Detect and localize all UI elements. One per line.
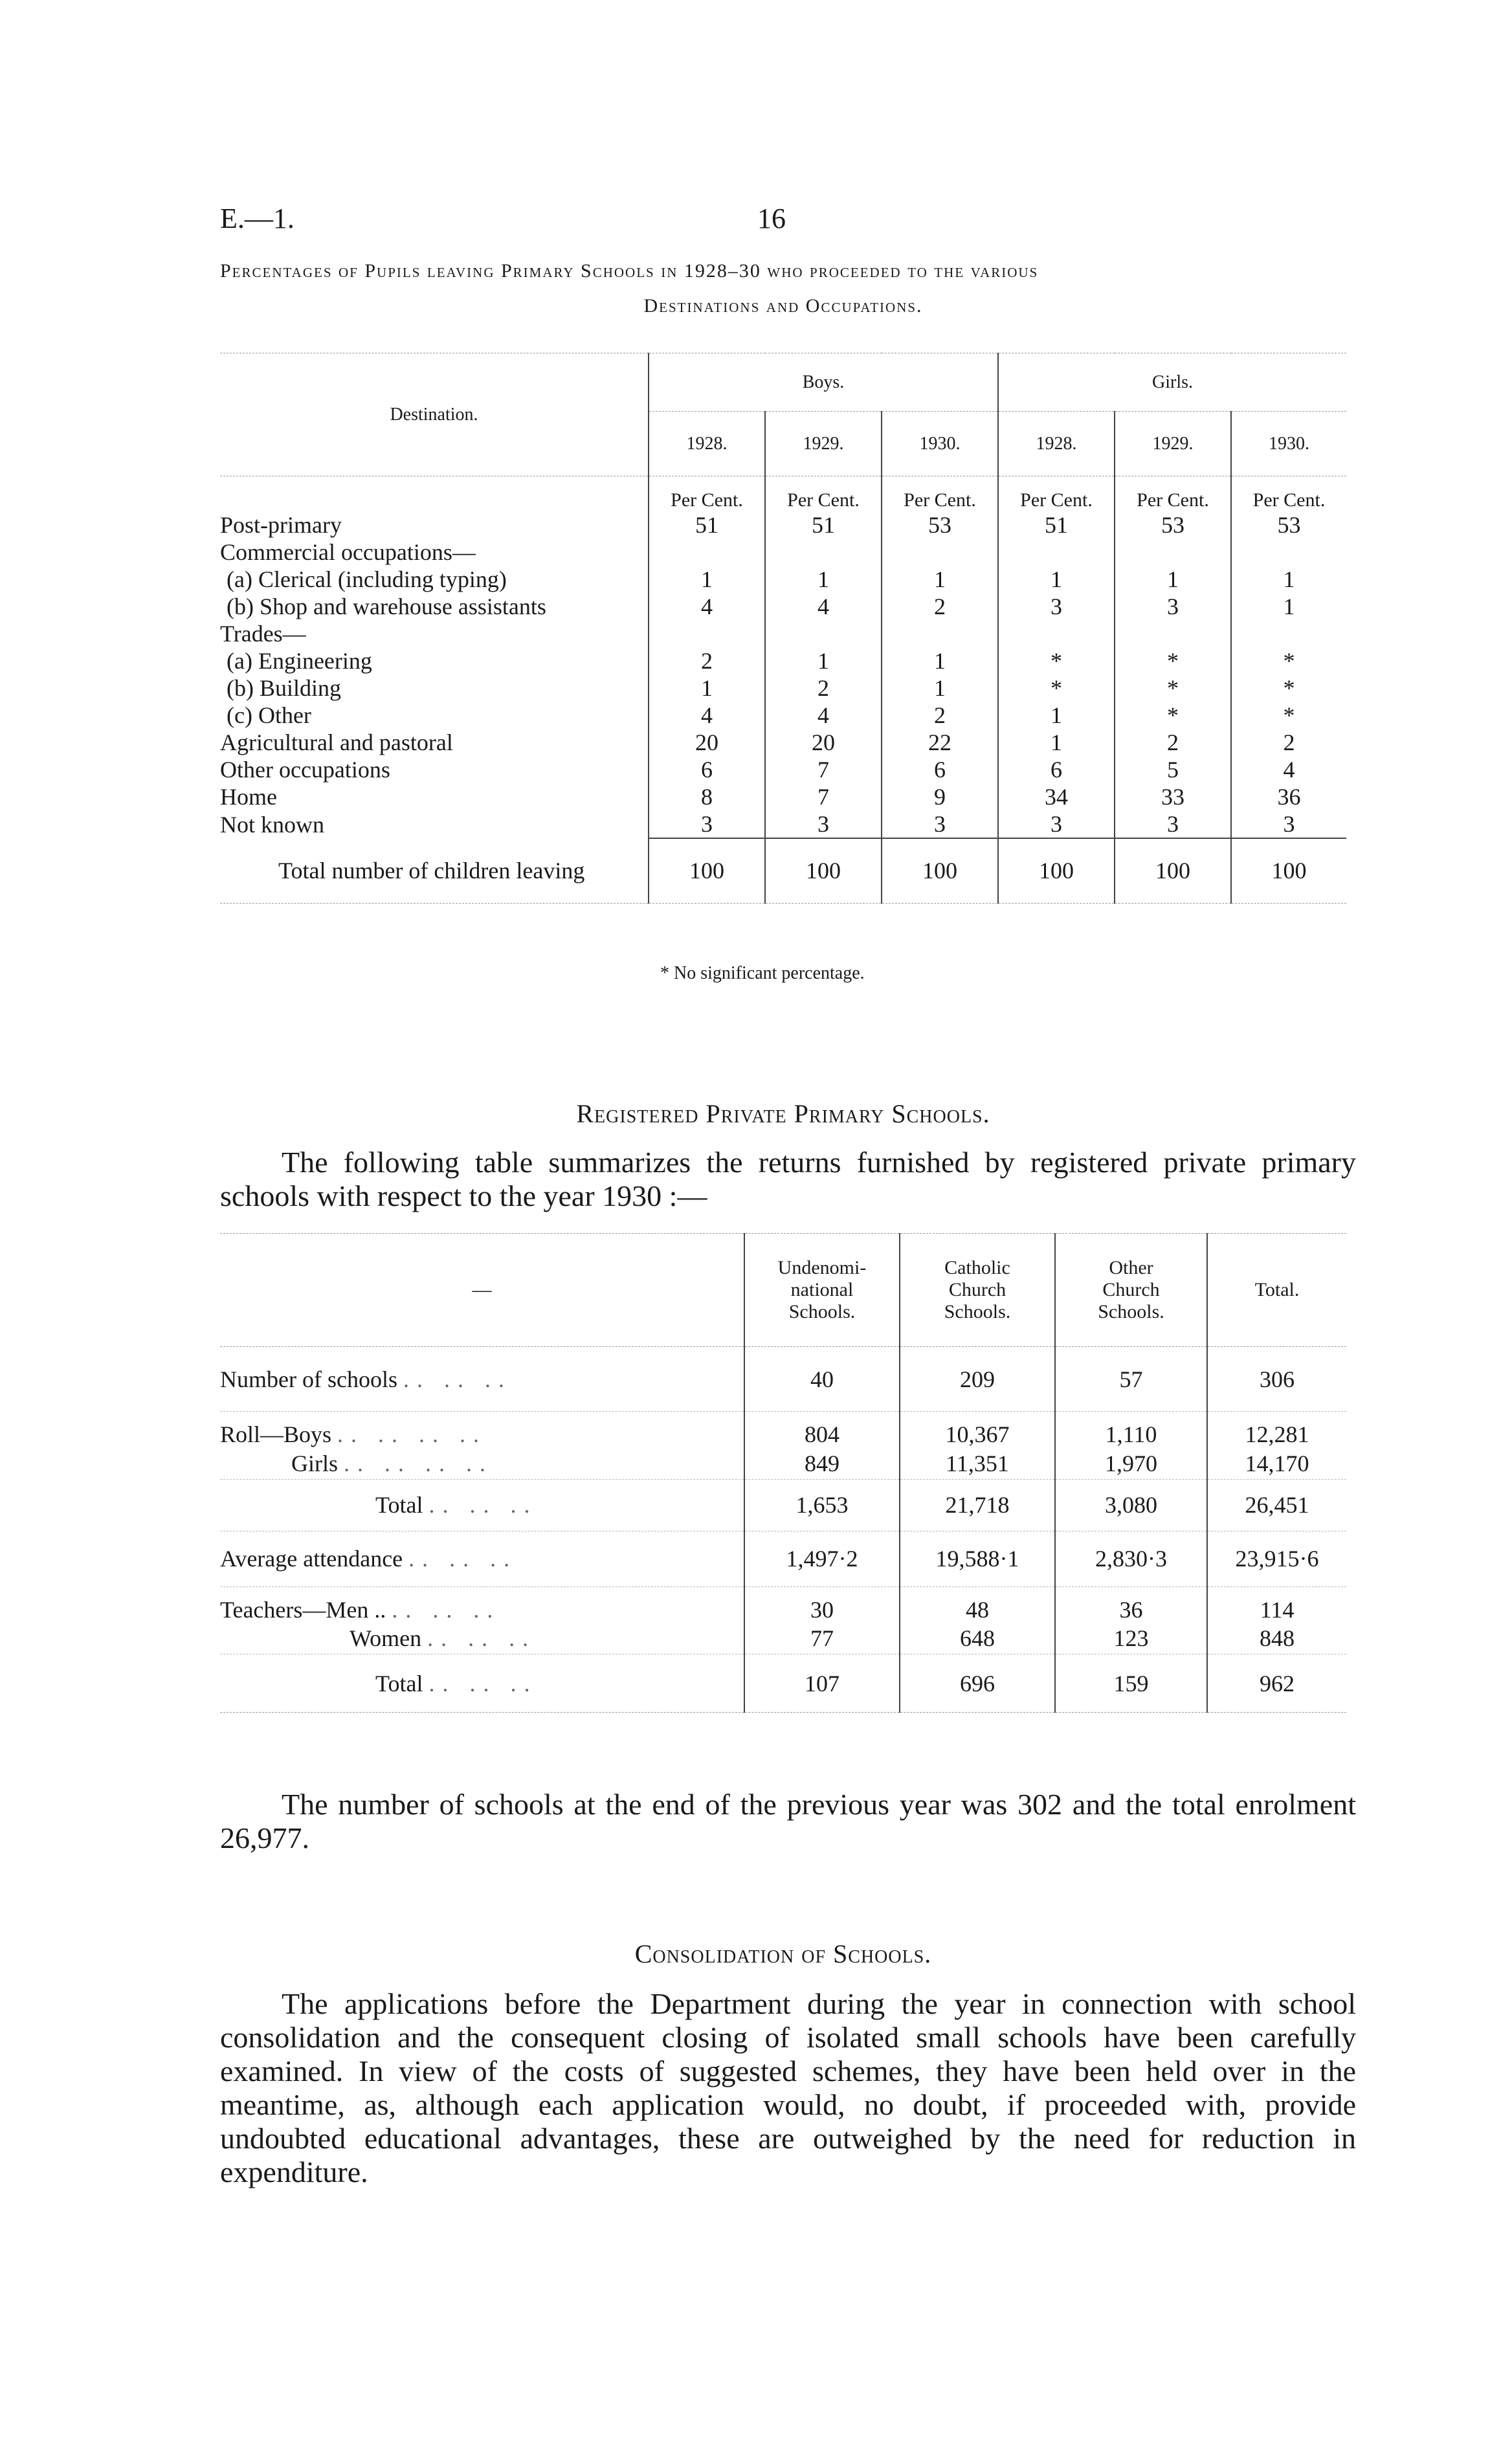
table-cell: 34 bbox=[998, 783, 1115, 810]
row-label: Roll—Boys .. .. .. .. bbox=[220, 1421, 487, 1447]
table-row bbox=[220, 647, 1346, 674]
table-row bbox=[220, 620, 1346, 647]
table-cell: 2 bbox=[1115, 729, 1231, 756]
table-cell: 1,497·2 bbox=[744, 1531, 900, 1586]
table-cell: 3 bbox=[649, 810, 765, 838]
total-label: Total number of children leaving bbox=[278, 857, 585, 884]
year-header: 1930. bbox=[882, 412, 998, 476]
row-label: Girls .. .. .. .. bbox=[291, 1450, 493, 1476]
table-cell: 40 bbox=[744, 1347, 900, 1412]
table-cell: 123 bbox=[1055, 1623, 1207, 1654]
table-cell: 7 bbox=[765, 783, 882, 810]
table-cell: 1 bbox=[1231, 566, 1346, 593]
table-cell: 33 bbox=[1115, 783, 1231, 810]
table-row bbox=[220, 1654, 1346, 1713]
table-cell: 26,451 bbox=[1207, 1479, 1346, 1531]
consolidation-paragraph: The applications before the Department during the year in connection with school consolidation and the consequent closing of isolated small schools have been carefully examined. In view of the costs of suggested schemes, they have been held over in the meantime, as, although each application would, no doubt, if proceeded with, provide undoubted educational advantages, these are outweighed by the need for reduction in expenditure. bbox=[220, 1987, 1356, 2188]
table-cell: 1 bbox=[649, 566, 765, 593]
table-cell: 1,970 bbox=[1055, 1448, 1207, 1479]
table-cell: 648 bbox=[900, 1623, 1055, 1654]
report-reference: E.—1. bbox=[220, 203, 295, 234]
total-cell: 100 bbox=[1115, 838, 1231, 903]
col-header-catholic: Catholic Church Schools. bbox=[900, 1234, 1055, 1347]
table-cell: 21,718 bbox=[900, 1479, 1055, 1531]
table-cell: * bbox=[1115, 702, 1231, 729]
table-cell: 51 bbox=[765, 511, 882, 539]
table-cell: 1 bbox=[1231, 593, 1346, 620]
destinations-table bbox=[220, 353, 1346, 904]
total-cell: 100 bbox=[882, 838, 998, 903]
table-row bbox=[220, 1412, 1346, 1449]
unit-label: Per Cent. bbox=[998, 476, 1115, 512]
row-label: Other occupations bbox=[220, 757, 390, 783]
table-cell: 1 bbox=[882, 647, 998, 674]
schools-count-paragraph: The number of schools at the end of the previous year was 302 and the total enrolment 26,977. bbox=[220, 1788, 1356, 1854]
registered-intro-paragraph: The following table summarizes the returns furnished by registered private primary schools with respect to the year 1930 :— bbox=[220, 1146, 1356, 1212]
total-row bbox=[220, 838, 1346, 903]
table-cell: * bbox=[1115, 647, 1231, 674]
table-cell: 5 bbox=[1115, 756, 1231, 783]
table-cell: 6 bbox=[649, 756, 765, 783]
table-row bbox=[220, 539, 1346, 566]
table-cell: 19,588·1 bbox=[900, 1531, 1055, 1586]
table-cell: 51 bbox=[998, 511, 1115, 539]
table-cell: * bbox=[1231, 647, 1346, 674]
table-cell: 20 bbox=[649, 729, 765, 756]
table-cell: 11,351 bbox=[900, 1448, 1055, 1479]
table-row bbox=[220, 729, 1346, 756]
table-cell: 36 bbox=[1055, 1586, 1207, 1623]
table-cell: 209 bbox=[900, 1347, 1055, 1412]
table-cell: * bbox=[1231, 702, 1346, 729]
table-cell: 2,830·3 bbox=[1055, 1531, 1207, 1586]
table-row bbox=[220, 1479, 1346, 1531]
table-cell: 4 bbox=[765, 702, 882, 729]
total-cell: 100 bbox=[1231, 838, 1346, 903]
row-label: Teachers—Men .. .. .. .. bbox=[220, 1596, 501, 1623]
table-row bbox=[220, 702, 1346, 729]
table-cell: 3 bbox=[998, 593, 1115, 620]
row-label: (b) Building bbox=[227, 675, 341, 701]
table-cell: 1 bbox=[882, 674, 998, 702]
table-cell: 1 bbox=[882, 566, 998, 593]
table-cell: * bbox=[1231, 674, 1346, 702]
table-cell: 3 bbox=[998, 810, 1115, 838]
table-row bbox=[220, 593, 1346, 620]
col-destination-header: Destination. bbox=[390, 404, 478, 425]
table-cell: 3 bbox=[882, 810, 998, 838]
year-header: 1929. bbox=[1115, 412, 1231, 476]
row-label: Total .. .. .. bbox=[375, 1670, 538, 1697]
table-cell: 1 bbox=[765, 566, 882, 593]
table-cell: 6 bbox=[882, 756, 998, 783]
table-cell: 3,080 bbox=[1055, 1479, 1207, 1531]
table-cell: 2 bbox=[765, 674, 882, 702]
table-cell: 3 bbox=[765, 810, 882, 838]
table1-footnote: * No significant percentage. bbox=[660, 963, 865, 983]
table-cell: 114 bbox=[1207, 1586, 1346, 1623]
table-cell: 53 bbox=[1115, 511, 1231, 539]
table-cell: 53 bbox=[882, 511, 998, 539]
table-row bbox=[220, 511, 1346, 539]
blank-header: — bbox=[472, 1279, 492, 1300]
table-cell: 77 bbox=[744, 1623, 900, 1654]
year-header: 1928. bbox=[649, 412, 765, 476]
table-cell: 10,367 bbox=[900, 1412, 1055, 1449]
table-cell: 2 bbox=[882, 702, 998, 729]
year-header: 1929. bbox=[765, 412, 882, 476]
row-label: Average attendance .. .. .. bbox=[220, 1546, 518, 1572]
table-row bbox=[220, 1347, 1346, 1412]
table-cell: 14,170 bbox=[1207, 1448, 1346, 1479]
table-cell: 51 bbox=[649, 511, 765, 539]
col-header-undenominational: Undenomi- national Schools. bbox=[744, 1234, 900, 1347]
table-cell: 7 bbox=[765, 756, 882, 783]
table-cell: 12,281 bbox=[1207, 1412, 1346, 1449]
table-row bbox=[220, 1448, 1346, 1479]
unit-label: Per Cent. bbox=[882, 476, 998, 512]
table-cell: 1 bbox=[649, 674, 765, 702]
table-row bbox=[220, 1623, 1346, 1654]
section-title-registered: Registered Private Primary Schools. bbox=[576, 1099, 990, 1128]
table-row bbox=[220, 674, 1346, 702]
table-cell: 2 bbox=[1231, 729, 1346, 756]
row-label: (c) Other bbox=[227, 702, 311, 728]
table-cell: 48 bbox=[900, 1586, 1055, 1623]
table-cell: 22 bbox=[882, 729, 998, 756]
row-label: (b) Shop and warehouse assistants bbox=[227, 594, 546, 619]
group-header-boys: Boys. bbox=[649, 353, 998, 412]
total-cell: 100 bbox=[765, 838, 882, 903]
table-cell: * bbox=[1115, 674, 1231, 702]
table-cell: 6 bbox=[998, 756, 1115, 783]
row-label: Women .. .. .. bbox=[350, 1625, 537, 1652]
section-title-consolidation: Consolidation of Schools. bbox=[634, 1939, 932, 1968]
col-header-other-church: Other Church Schools. bbox=[1055, 1234, 1207, 1347]
year-header: 1928. bbox=[998, 412, 1115, 476]
table-row bbox=[220, 810, 1346, 838]
table-cell: 804 bbox=[744, 1412, 900, 1449]
table-row bbox=[220, 566, 1346, 593]
row-label: Trades— bbox=[220, 621, 306, 647]
table-cell: 1 bbox=[998, 702, 1115, 729]
table-cell: 306 bbox=[1207, 1347, 1346, 1412]
year-header: 1930. bbox=[1231, 412, 1346, 476]
row-label: Post-primary bbox=[220, 512, 342, 538]
table-cell: 57 bbox=[1055, 1347, 1207, 1412]
table-cell: 159 bbox=[1055, 1654, 1207, 1713]
table-cell: 20 bbox=[765, 729, 882, 756]
table-row bbox=[220, 756, 1346, 783]
row-label: Number of schools .. .. .. bbox=[220, 1366, 512, 1392]
table-cell: * bbox=[998, 647, 1115, 674]
table-cell: 1,110 bbox=[1055, 1412, 1207, 1449]
table-cell: 107 bbox=[744, 1654, 900, 1713]
table-cell: 1 bbox=[765, 647, 882, 674]
table-cell: 36 bbox=[1231, 783, 1346, 810]
unit-label: Per Cent. bbox=[1231, 476, 1346, 512]
table-cell: 2 bbox=[649, 647, 765, 674]
table-cell: * bbox=[998, 674, 1115, 702]
table-cell: 23,915·6 bbox=[1207, 1531, 1346, 1586]
table-cell: 1 bbox=[998, 566, 1115, 593]
unit-label: Per Cent. bbox=[649, 476, 765, 512]
table-cell: 849 bbox=[744, 1448, 900, 1479]
table-cell: 962 bbox=[1207, 1654, 1346, 1713]
total-cell: 100 bbox=[998, 838, 1115, 903]
unit-label: Per Cent. bbox=[1115, 476, 1231, 512]
table-cell: 3 bbox=[1115, 810, 1231, 838]
table-cell: 8 bbox=[649, 783, 765, 810]
table-cell: 30 bbox=[744, 1586, 900, 1623]
table-cell: 53 bbox=[1231, 511, 1346, 539]
table-cell: 848 bbox=[1207, 1623, 1346, 1654]
table1-caption-line2: Destinations and Occupations. bbox=[643, 295, 923, 317]
table-cell: 4 bbox=[1231, 756, 1346, 783]
row-label: Home bbox=[220, 784, 277, 810]
table-cell: 4 bbox=[765, 593, 882, 620]
table-row bbox=[220, 1586, 1346, 1623]
table-cell: 3 bbox=[1231, 810, 1346, 838]
row-label: Not known bbox=[220, 811, 324, 838]
table-row bbox=[220, 783, 1346, 810]
col-header-total: Total. bbox=[1207, 1234, 1346, 1347]
total-cell: 100 bbox=[649, 838, 765, 903]
table-cell: 4 bbox=[649, 702, 765, 729]
table-cell: 1,653 bbox=[744, 1479, 900, 1531]
group-header-girls: Girls. bbox=[998, 353, 1346, 412]
table-row bbox=[220, 1531, 1346, 1586]
table-cell: 4 bbox=[649, 593, 765, 620]
row-label: (a) Engineering bbox=[227, 648, 372, 674]
row-label: (a) Clerical (including typing) bbox=[227, 566, 507, 592]
unit-label: Per Cent. bbox=[765, 476, 882, 512]
row-label: Agricultural and pastoral bbox=[220, 729, 453, 755]
table-cell: 2 bbox=[882, 593, 998, 620]
registered-schools-table bbox=[220, 1233, 1346, 1713]
row-label: Total .. .. .. bbox=[375, 1492, 538, 1518]
table-cell: 696 bbox=[900, 1654, 1055, 1713]
table-cell: 9 bbox=[882, 783, 998, 810]
table-cell: 1 bbox=[998, 729, 1115, 756]
page-number: 16 bbox=[757, 203, 786, 234]
table1-caption-line1: Percentages of Pupils leaving Primary Schools in 1928–30 who proceeded to the various bbox=[220, 260, 1039, 282]
table-cell: 3 bbox=[1115, 593, 1231, 620]
table-cell: 1 bbox=[1115, 566, 1231, 593]
row-label: Commercial occupations— bbox=[220, 539, 476, 565]
